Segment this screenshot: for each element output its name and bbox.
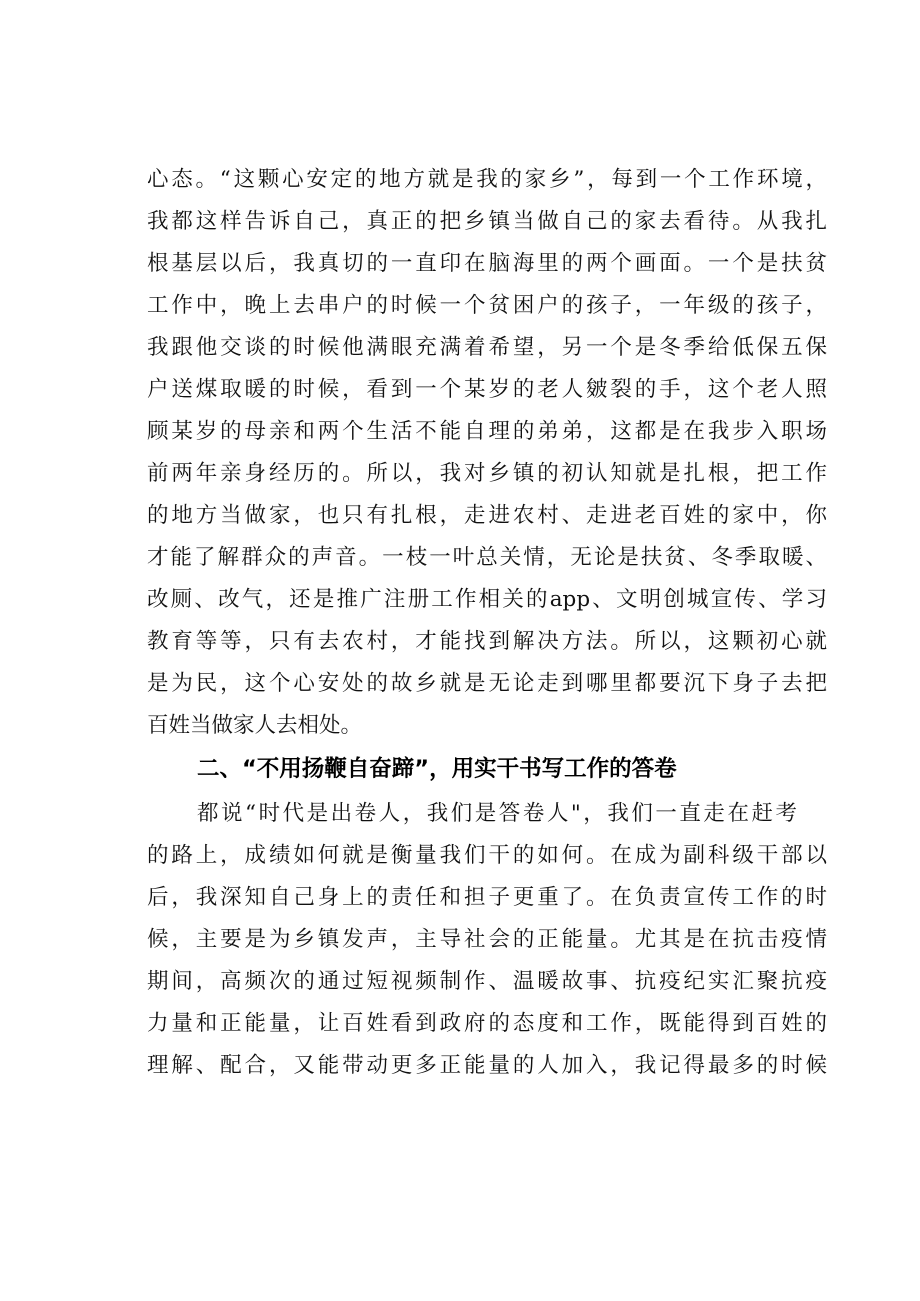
paragraph-line: 顾某岁的母亲和两个生活不能自理的弟弟，这都是在我步入职场 — [147, 419, 827, 444]
paragraph-line: 我都这样告诉自己，真正的把乡镇当做自己的家去看待。从我扎 — [147, 209, 827, 234]
paragraph-line: 的路上，成绩如何就是衡量我们干的如何。在成为副科级干部以 — [147, 843, 827, 868]
paragraph-line: 心态。“这颗心安定的地方就是我的家乡”，每到一个工作环境， — [147, 167, 827, 192]
paragraph-line: 后，我深知自己身上的责任和担子更重了。在负责宣传工作的时 — [147, 885, 827, 910]
paragraph-line: 教育等等，只有去农村，才能找到解决方法。所以，这颗初心就 — [147, 629, 827, 654]
paragraph-line: 的地方当做家，也只有扎根，走进农村、走进老百姓的家中，你 — [147, 503, 827, 528]
paragraph-line: 百姓当做家人去相处。 — [147, 713, 363, 738]
section-heading: 二、“不用扬鞭自奋蹄”，用实干书写工作的答卷 — [197, 756, 677, 782]
paragraph-line: 理解、配合，又能带动更多正能量的人加入，我记得最多的时候 — [147, 1053, 827, 1078]
paragraph-line: 户送煤取暖的时候，看到一个某岁的老人皴裂的手，这个老人照 — [147, 377, 827, 402]
paragraph-line: 才能了解群众的声音。一枝一叶总关情，无论是扶贫、冬季取暖、 — [147, 545, 827, 570]
paragraph-line: 我跟他交谈的时候他满眼充满着希望，另一个是冬季给低保五保 — [147, 335, 827, 360]
paragraph-line: 是为民，这个心安处的故乡就是无论走到哪里都要沉下身子去把 — [147, 671, 827, 696]
paragraph-line: 改厕、改气，还是推广注册工作相关的app、文明创城宣传、学习 — [147, 587, 827, 612]
paragraph-line: 前两年亲身经历的。所以，我对乡镇的初认知就是扎根，把工作 — [147, 461, 827, 486]
paragraph-line: 都说“时代是出卷人，我们是答卷人"，我们一直走在赶考 — [197, 801, 797, 826]
paragraph-line: 力量和正能量，让百姓看到政府的态度和工作，既能得到百姓的 — [147, 1011, 827, 1036]
paragraph-line: 工作中，晚上去串户的时候一个贫困户的孩子，一年级的孩子， — [147, 293, 827, 318]
paragraph-line: 根基层以后，我真切的一直印在脑海里的两个画面。一个是扶贫 — [147, 251, 827, 276]
paragraph-line: 期间，高频次的通过短视频制作、温暖故事、抗疫纪实汇聚抗疫 — [147, 969, 827, 994]
paragraph-line: 候，主要是为乡镇发声，主导社会的正能量。尤其是在抗击疫情 — [147, 927, 827, 952]
